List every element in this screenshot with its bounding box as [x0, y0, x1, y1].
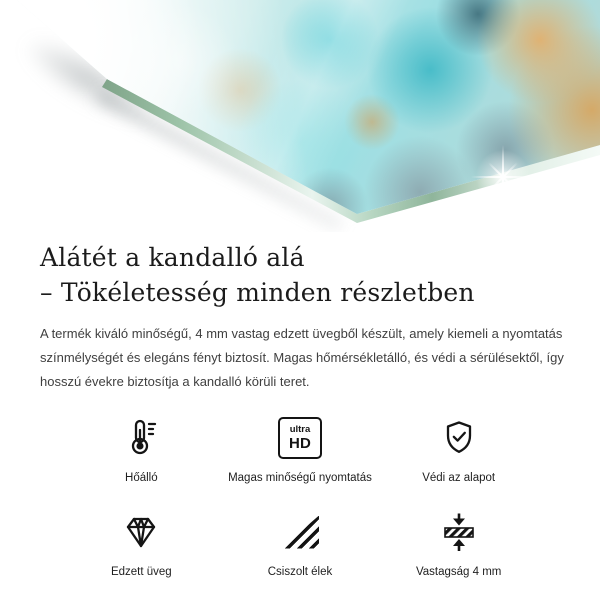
- feature-heat-resistant: [62, 416, 221, 484]
- feature-label: Vastagság 4 mm: [415, 566, 502, 578]
- feature-label: Védi az alapot: [422, 472, 496, 484]
- feature-tempered-glass: [62, 510, 221, 578]
- feature-thickness: [379, 510, 538, 578]
- feature-label: Csiszolt élek: [267, 566, 333, 578]
- shield-check-icon: [439, 416, 479, 460]
- thickness-icon: [439, 510, 479, 554]
- page-title-line1: Alátét a kandalló alá: [40, 243, 305, 272]
- product-description-section: [0, 240, 600, 578]
- feature-polished-edges: [221, 510, 380, 578]
- page-title-line2: – Tökéletesség minden részletben: [40, 278, 475, 307]
- diamond-icon: [121, 510, 161, 554]
- feature-grid: [40, 416, 560, 578]
- sparkle-icon: [471, 145, 535, 209]
- product-description-text: A termék kiváló minőségű, 4 mm vastag edzett üvegből készült, amely kiemeli a nyomtatás színmélységét és elegáns fényt biztosít. Magas hőmérsékletálló, és védi a sérülésektől, így hosszú évekre biztosítja a kandalló körüli teret.: [40, 326, 564, 389]
- feature-label: Magas minőségű nyomtatás: [228, 472, 372, 484]
- feature-print-quality: [221, 416, 380, 484]
- ultra-hd-icon: ultra HD: [278, 416, 322, 460]
- page-title: [40, 240, 560, 310]
- feature-label: Hőálló: [125, 472, 158, 484]
- product-hero-image: [0, 0, 600, 232]
- feature-label: Edzett üveg: [110, 566, 172, 578]
- polished-edges-icon: [281, 510, 319, 554]
- feature-protects-base: [379, 416, 538, 484]
- thermometer-icon: [121, 416, 161, 460]
